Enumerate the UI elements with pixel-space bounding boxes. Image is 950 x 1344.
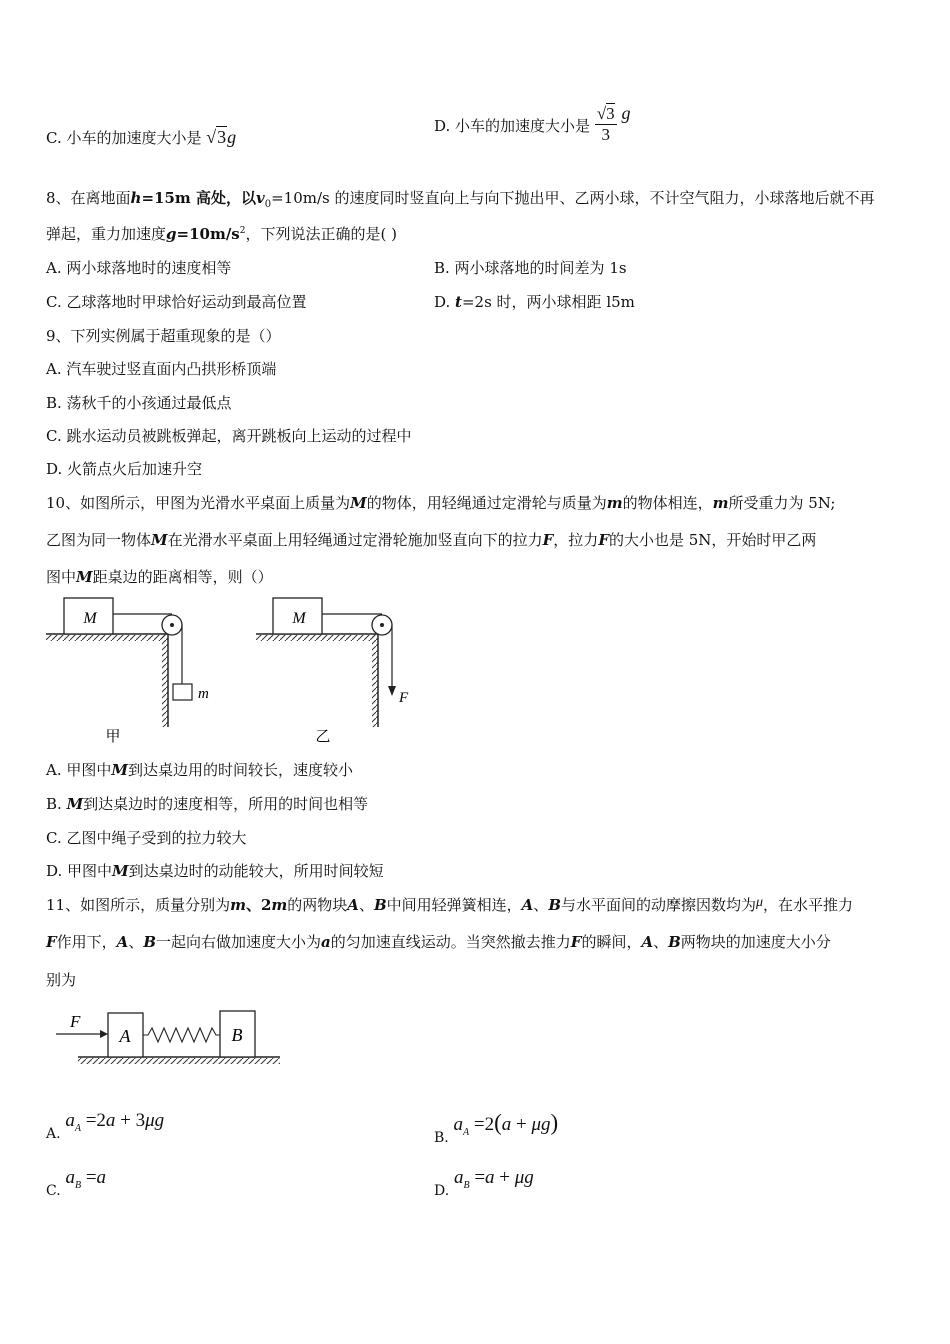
q11-option-c: C. $a_B =a$	[46, 1167, 107, 1199]
q10-option-c: C. 乙图中绳子受到的拉力较大	[46, 829, 247, 847]
q11-option-a: A. $a_A =2a + 3\mu g$	[46, 1110, 165, 1142]
q8-stem-line1: 8、在离地面h=15m 高处，以$v_0=10m/s$ 的速度同时竖直向上与向下抛出甲、乙两小球，不计空气阻力，小球落地后就不再	[46, 189, 875, 210]
label-F-yi: F	[399, 690, 409, 706]
label-M-yi: M	[292, 610, 306, 627]
q10-stem-line3: 图中M距桌边的距离相等，则（）	[46, 568, 273, 586]
caption-yi: 乙	[315, 727, 331, 745]
q7-option-c: C. 小车的加速度大小是 √3g	[46, 127, 237, 147]
label-A: A	[119, 1026, 131, 1046]
spring	[143, 1028, 220, 1042]
formula-a: $a_A =2a + 3\mu g$	[65, 1110, 165, 1134]
fraction: $\frac{√3}{3}$	[596, 104, 615, 144]
q11-stem-line1: 11、如图所示，质量分别为m、2m的两物块A、B中间用轻弹簧相连，A、B与水平面间的动摩擦因数均为μ，在水平推力	[46, 895, 854, 914]
q8-option-a: A. 两小球落地时的速度相等	[46, 259, 232, 277]
q8-option-c: C. 乙球落地时甲球恰好运动到最高位置	[46, 293, 307, 311]
label-F: F	[70, 1012, 81, 1031]
q11-option-d: D. $a_B =a + \mu g$	[434, 1167, 534, 1199]
q10-figure	[40, 592, 420, 752]
q9-option-b: B. 荡秋千的小孩通过最低点	[46, 394, 232, 412]
q9-stem: 9、下列实例属于超重现象的是（）	[46, 327, 281, 345]
q8-stem-line2: 弹起，重力加速度$g=10m/s^2$，下列说法正确的是( )	[46, 225, 397, 243]
q10-stem-line2: 乙图为同一物体M在光滑水平桌面上用轻绳通过定滑轮施加竖直向下的拉力F，拉力F的大小也是 5N，开始时甲乙两	[46, 531, 817, 549]
caption-jia: 甲	[105, 727, 121, 745]
q11-stem-line3: 别为	[46, 971, 77, 989]
figure-yi	[256, 598, 409, 745]
q11-figure	[50, 1005, 290, 1075]
arrow-right-icon	[100, 1030, 108, 1038]
q10-option-d: D. 甲图中M到达桌边时的动能较大，所用时间较短	[46, 862, 384, 880]
q7-option-d: D. 小车的加速度大小是 $\frac{√3}{3}$ g	[434, 102, 631, 144]
q8-option-b: B. 两小球落地的时间差为 1s	[434, 259, 627, 277]
q10-stem-line1: 10、如图所示，甲图为光滑水平桌面上质量为M的物体，用轻绳通过定滑轮与质量为m的物体相连，m所受重力为 5N;	[46, 494, 836, 512]
q9-option-c: C. 跳水运动员被跳板弹起，离开跳板向上运动的过程中	[46, 427, 412, 445]
label-B: B	[231, 1025, 243, 1045]
figure-jia	[46, 598, 209, 745]
formula-b: $a_A =2(a + \mu g)$	[453, 1110, 559, 1138]
q10-option-b: B. M到达桌边时的速度相等，所用的时间也相等	[46, 795, 369, 813]
sqrt-expression: √3	[206, 127, 227, 147]
label-m: m	[198, 686, 209, 702]
q9-option-a: A. 汽车驶过竖直面内凸拱形桥顶端	[46, 360, 277, 378]
q9-option-d: D. 火箭点火后加速升空	[46, 460, 203, 478]
q8-option-d: D. t=2s 时，两小球相距 l5m	[434, 293, 635, 311]
label-M-jia: M	[83, 610, 97, 627]
formula-d: $a_B =a + \mu g$	[453, 1167, 534, 1191]
q10-option-a: A. 甲图中M到达桌边用的时间较长，速度较小	[46, 761, 353, 779]
q11-option-b: B. $a_A =2(a + \mu g)$	[434, 1110, 559, 1146]
formula-c: $a_B =a$	[65, 1167, 107, 1191]
block-m	[173, 684, 192, 700]
q11-stem-line2: F作用下，A、B一起向右做加速度大小为a的匀加速直线运动。当突然撤去推力F的瞬间，A、B两物块的加速度大小分	[46, 933, 831, 951]
arrow-down-icon	[388, 686, 396, 696]
